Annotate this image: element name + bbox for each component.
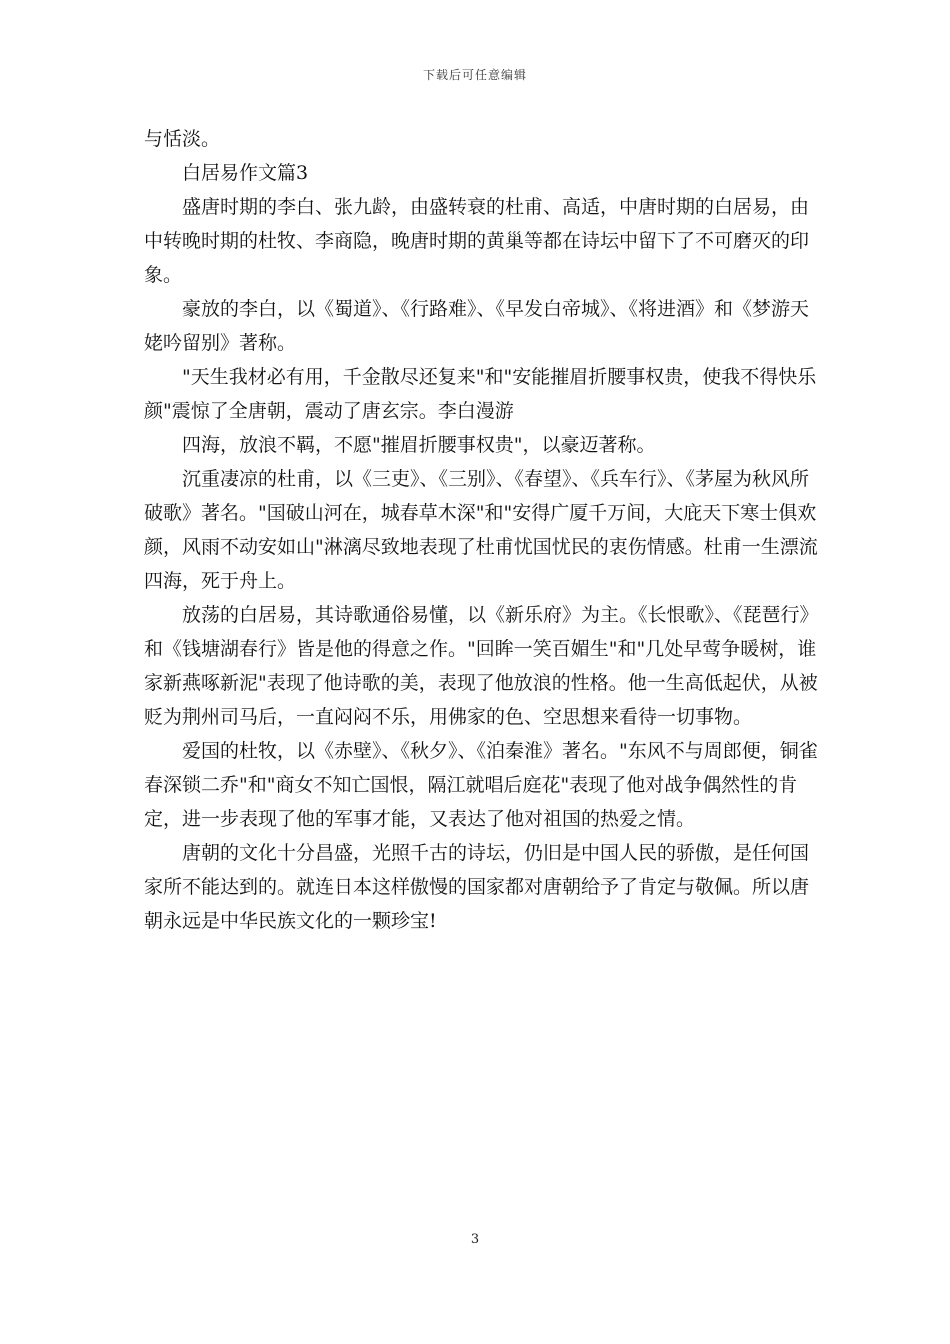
paragraph-7: 沉重凄凉的杜甫，以《三吏》、《三别》、《春望》、《兵车行》、《茅屋为秋风所破歌》著名。"国破山河在，城春草木深"和"安得广厦千万间，大庇天下寒士俱欢颜，风雨不动安如山"淋漓尽致地表现了杜甫忧国忧民的衷伤情感。杜甫一生漂流四海，死于舟上。 [144, 468, 818, 592]
paragraph-5: "天生我材必有用，千金散尽还复来"和"安能摧眉折腰事权贵，使我不得快乐颜"震惊了全唐朝，震动了唐玄宗。李白漫游 [144, 366, 817, 422]
paragraph-3: 盛唐时期的李白、张九龄，由盛转衰的杜甫、高适，中唐时期的白居易，由中转晚时期的杜牧、李商隐，晚唐时期的黄巢等都在诗坛中留下了不可磨灭的印象。 [144, 196, 810, 286]
paragraph-10: 唐朝的文化十分昌盛，光照千古的诗坛，仍旧是中国人民的骄傲，是任何国家所不能达到的。就连日本这样傲慢的国家都对唐朝给予了肯定与敬佩。所以唐朝永远是中华民族文化的一颗珍宝! [144, 842, 810, 932]
paragraph-8: 放荡的白居易，其诗歌通俗易懂，以《新乐府》为主。《长恨歌》、《琵琶行》和《钱塘湖春行》皆是他的得意之作。"回眸一笑百媚生"和"几处早莺争暖树，谁家新燕啄新泥"表现了他诗歌的美，表现了他放浪的性格。他一生高低起伏，从被贬为荆州司马后，一直闷闷不乐，用佛家的色、空思想来看待一切事物。 [144, 604, 819, 728]
paragraph-9: 爱国的杜牧，以《赤壁》、《秋夕》、《泊秦淮》著名。"东风不与周郎便，铜雀春深锁二乔"和"商女不知亡国恨，隔江就唱后庭花"表现了他对战争偶然性的肯定，进一步表现了他的军事才能，又表达了他对祖国的热爱之情。 [144, 740, 818, 830]
document-body [144, 122, 820, 938]
paragraph-1: 与恬淡。 [144, 128, 221, 150]
page-header: 下载后可任意编辑 [422, 68, 527, 82]
paragraph-4: 豪放的李白，以《蜀道》、《行路难》、《早发白帝城》、《将进酒》和《梦游天姥吟留别》著称。 [144, 298, 810, 354]
section-heading: 白居易作文篇3 [182, 162, 309, 184]
page-number: 3 [470, 1232, 480, 1247]
paragraph-6: 四海，放浪不羁，不愿"摧眉折腰事权贵"，以豪迈著称。 [182, 434, 656, 456]
